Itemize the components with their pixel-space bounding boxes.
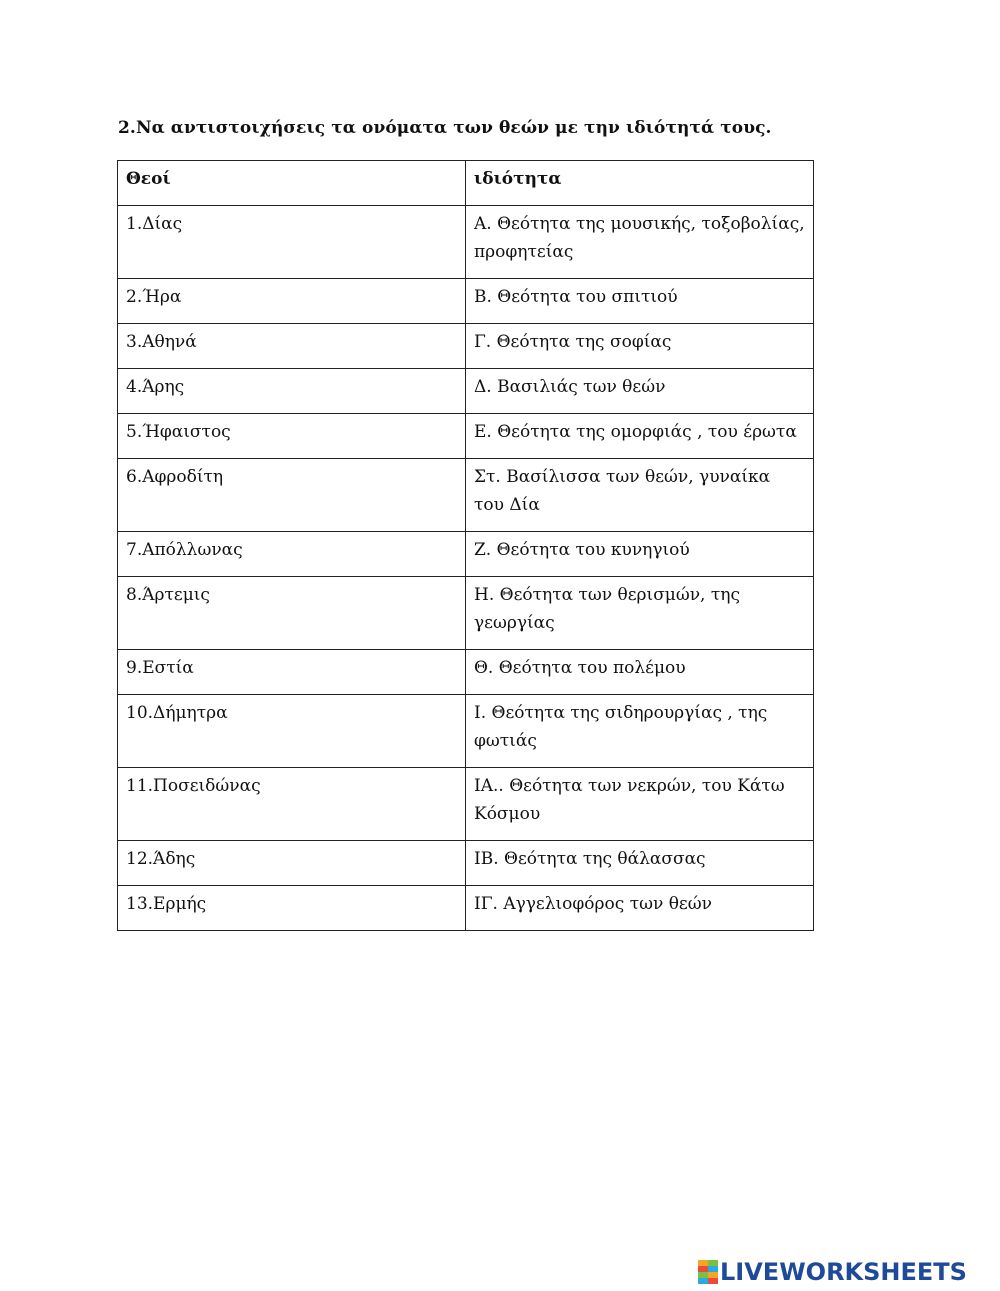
- god-name: 2.Ήρα: [118, 279, 466, 324]
- table-row: [118, 886, 814, 931]
- god-attribute: Δ. Βασιλιάς των θεών: [466, 369, 814, 414]
- god-name: 6.Αφροδίτη: [118, 459, 466, 532]
- god-name: 3.Αθηνά: [118, 324, 466, 369]
- god-attribute: Θ. Θεότητα του πολέμου: [466, 650, 814, 695]
- table-row: [118, 459, 814, 532]
- header-attribute: ιδιότητα: [466, 161, 814, 206]
- table-row: [118, 768, 814, 841]
- god-attribute: ΙΓ. Αγγελιοφόρος των θεών: [466, 886, 814, 931]
- table-row: [118, 206, 814, 279]
- table-row: [118, 577, 814, 650]
- god-attribute: Β. Θεότητα του σπιτιού: [466, 279, 814, 324]
- logo-text: LIVEWORKSHEETS: [720, 1258, 967, 1286]
- god-attribute: Ι. Θεότητα της σιδηρουργίας , της φωτιάς: [466, 695, 814, 768]
- god-name: 1.Δίας: [118, 206, 466, 279]
- god-attribute: Η. Θεότητα των θερισμών, της γεωργίας: [466, 577, 814, 650]
- table-row: [118, 841, 814, 886]
- god-name: 12.Άδης: [118, 841, 466, 886]
- god-attribute: Α. Θεότητα της μουσικής, τοξοβολίας, προφητείας: [466, 206, 814, 279]
- table-row: [118, 414, 814, 459]
- god-name: 7.Απόλλωνας: [118, 532, 466, 577]
- table-row: [118, 695, 814, 768]
- god-name: 10.Δήμητρα: [118, 695, 466, 768]
- logo-mark-icon: [698, 1260, 718, 1284]
- god-name: 11.Ποσειδώνας: [118, 768, 466, 841]
- logo-mark-block: [698, 1278, 708, 1284]
- god-name: 5.Ήφαιστος: [118, 414, 466, 459]
- logo-mark-block: [708, 1278, 718, 1284]
- god-attribute: Γ. Θεότητα της σοφίας: [466, 324, 814, 369]
- god-attribute: Ε. Θεότητα της ομορφιάς , του έρωτα: [466, 414, 814, 459]
- header-gods: Θεοί: [118, 161, 466, 206]
- god-attribute: Στ. Βασίλισσα των θεών, γυναίκα του Δία: [466, 459, 814, 532]
- god-attribute: ΙΒ. Θεότητα της θάλασσας: [466, 841, 814, 886]
- table-row: [118, 369, 814, 414]
- table-row: [118, 324, 814, 369]
- god-attribute: Ζ. Θεότητα του κυνηγιού: [466, 532, 814, 577]
- god-name: 9.Εστία: [118, 650, 466, 695]
- liveworksheets-logo[interactable]: [698, 1259, 967, 1285]
- god-name: 8.Άρτεμις: [118, 577, 466, 650]
- gods-table: [117, 160, 814, 931]
- god-name: 4.Άρης: [118, 369, 466, 414]
- table-row: [118, 279, 814, 324]
- table-row: [118, 650, 814, 695]
- worksheet-title: 2.Να αντιστοιχήσεις τα ονόματα των θεών με την ιδιότητά τους.: [118, 118, 772, 138]
- god-attribute: ΙΑ.. Θεότητα των νεκρών, του Κάτω Κόσμου: [466, 768, 814, 841]
- god-name: 13.Ερμής: [118, 886, 466, 931]
- table-header-row: [118, 161, 814, 206]
- table-row: [118, 532, 814, 577]
